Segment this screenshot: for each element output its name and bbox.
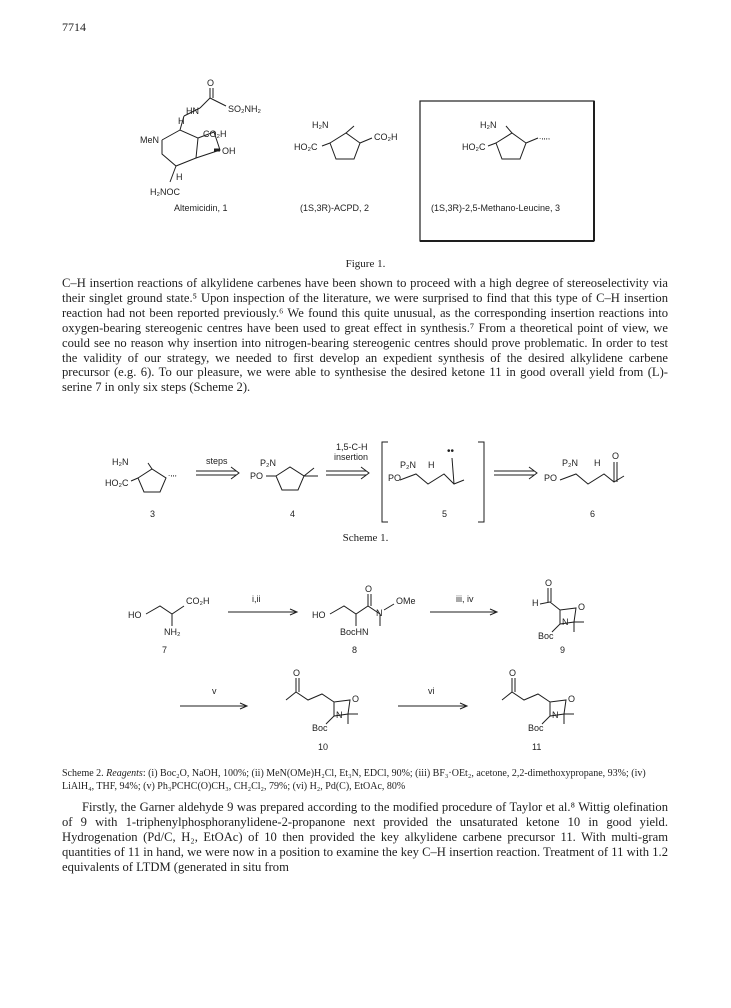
s2-step-3: vi (428, 686, 435, 696)
scheme1-arrow-2 (326, 467, 369, 479)
svg-text:••: •• (447, 446, 455, 457)
scheme1-c6-label-1: H (594, 458, 601, 468)
scheme-2-caption-reagents-label: Reagents (106, 768, 143, 779)
scheme1-c6-number: 6 (590, 509, 596, 519)
altemicidin-label-3: SO₂NH₂ (228, 104, 261, 114)
s2-c11-label-1: O (568, 694, 576, 704)
s2-c11-number: 11 (532, 742, 542, 752)
scheme1-c3-label-1: HO₂C (105, 478, 129, 488)
methano-leucine-label-0: H₂N (480, 120, 497, 130)
s2-c8-number: 8 (352, 645, 358, 655)
scheme-2-caption-title: Scheme 2. (62, 768, 104, 779)
highlight-box (420, 101, 594, 241)
methano-leucine-name: (1S,3R)-2,5-Methano-Leucine, 3 (431, 203, 561, 213)
scheme1-arrow2-label-2: insertion (334, 452, 369, 462)
s2-c10-label-2: N (336, 710, 343, 720)
acpd-label-0: H₂N (312, 120, 329, 130)
svg-text:.,,,: .,,, (168, 469, 177, 478)
s2-c11-label-3: Boc (528, 723, 544, 733)
scheme-2-caption-body: : (i) Boc₂O, NaOH, 100%; (ii) MeN(OMe)H₂Cl, Et₃N, EDCl, 90%; (iii) BF₃·OEt₂, acetone, 2,2-dimethoxypropane, 93%; (iv) LiAlH₄, THF, 94%; (v) Ph₃PCHC(O)CH₃, CH₂Cl₂, 79%; (vi) H₂, Pd(C), EtOAc, 80% (62, 768, 646, 792)
scheme-2 (0, 560, 731, 800)
scheme1-arrow1-label: steps (206, 456, 228, 466)
paragraph-2-text: Firstly, the Garner aldehyde 9 was prepared according to the modified procedure of Taylor et al.⁸ Wittig olefination of 9 with 1-triphenylphosphoranylidene-2-propanone next provided the unsaturated ketone 10 in good yield. Hydrogenation (Pd/C, H₂, EtOAc) of 10 then provided the key alkylidene carbene precursor 11. With multi-gram quantities of 11 in hand, we were now in a position to examine the key C–H insertion reaction. Treatment of 11 with 1.2 equivalents of LTDM (generated in situ from (62, 800, 668, 874)
altemicidin-label-1: HN (186, 106, 199, 116)
paragraph-1 (62, 276, 668, 395)
structure-acpd (322, 126, 372, 159)
scheme1-c4-number: 4 (290, 509, 296, 519)
s2-arrow-2 (430, 609, 497, 615)
s2-c7-number: 7 (162, 645, 168, 655)
acpd-name: (1S,3R)-ACPD, 2 (300, 203, 370, 213)
figure-1-caption: Figure 1. (345, 258, 386, 270)
s2-c8-label-3: N (376, 608, 383, 618)
altemicidin-label-2: H (178, 116, 185, 126)
s2-c9-label-3: N (562, 617, 569, 627)
scheme1-c6-label-0: P₂N (562, 458, 578, 468)
altemicidin-label-7: H (176, 172, 183, 182)
s2-c9-label-4: Boc (538, 631, 554, 641)
scheme1-c5-label-2: PO (388, 473, 402, 483)
s2-c8-label-2: OMe (396, 596, 416, 606)
altemicidin-label-0: O (207, 78, 215, 88)
scheme1-arrow2-label-1: 1,5-C-H (336, 442, 368, 452)
s2-c10-label-1: O (352, 694, 360, 704)
scheme-2-caption (62, 768, 668, 793)
scheme1-c6-label-3: PO (544, 473, 558, 483)
scheme-1-caption: Scheme 1. (342, 532, 389, 544)
altemicidin-name: Altemicidin, 1 (174, 203, 228, 213)
scheme1-c5-label-0: P₂N (400, 460, 416, 470)
paragraph-2 (62, 800, 668, 875)
s2-c9-label-2: O (578, 602, 586, 612)
s2-c11-label-0: O (509, 668, 517, 678)
methyl-hash-mark: .,,,, (539, 132, 551, 141)
altemicidin-label-5: CO₂H (203, 129, 227, 139)
s2-c7-label-2: NH₂ (164, 627, 181, 637)
altemicidin-label-6: OH (222, 146, 236, 156)
paragraph-1-text: C–H insertion reactions of alkylidene carbenes have been shown to proceed with a high degree of stereoselectivity via their singlet ground state.⁵ Upon inspection of the literature, we were surprised to find that this type of C–H insertion reaction had not been reported previously.⁶ We found this quite unusual, as the corresponding insertion reactions into oxygen-bearing stereogenic centres have been used to great effect in synthesis.⁷ From a theoretical point of view, we could see no reason why insertion into nitrogen-bearing stereogenic centres should prove problematic. In order to test the validity of our strategy, we needed to first develop an expedient synthesis of the desired alkylidene carbene precursor (e.g. 6). To our pleasure, we were able to synthesise the desired ketone 11 in good overall yield from (L)-serine 7 in only six steps (Scheme 2). (62, 276, 668, 395)
scheme1-c3-label-0: H₂N (112, 457, 129, 467)
altemicidin-label-8: H₂NOC (150, 187, 180, 197)
s2-c10-number: 10 (318, 742, 329, 752)
s2-c9-number: 9 (560, 645, 566, 655)
s2-arrow-3 (180, 703, 247, 709)
scheme1-c4-label-1: PO (250, 471, 264, 481)
s2-c8-label-4: BocHN (340, 627, 369, 637)
s2-step-0: i,ii (252, 594, 261, 604)
scheme1-arrow-1 (196, 467, 239, 479)
s2-c7-label-0: CO₂H (186, 596, 210, 606)
scheme1-c5-label-1: H (428, 460, 435, 470)
s2-c10-label-0: O (293, 668, 301, 678)
altemicidin-label-4: MeN (140, 135, 160, 145)
s2-c8-label-1: HO (312, 610, 326, 620)
scheme1-c5-number: 5 (442, 509, 448, 519)
s2-c9-label-0: O (545, 578, 553, 588)
methano-leucine-label-1: HO₂C (462, 142, 486, 152)
s2-step-1: iii, iv (456, 594, 474, 604)
scheme1-c4-label-0: P₂N (260, 458, 276, 468)
scheme1-c6-label-2: O (612, 451, 620, 461)
scheme1-c3-number: 3 (150, 509, 156, 519)
s2-c7-label-1: HO (128, 610, 142, 620)
figure-1 (0, 0, 731, 262)
s2-c10-label-3: Boc (312, 723, 328, 733)
s2-step-2: v (212, 686, 217, 696)
s2-c8-label-0: O (365, 584, 373, 594)
s2-arrow-4 (398, 703, 467, 709)
acpd-label-2: HO₂C (294, 142, 318, 152)
acpd-label-1: CO₂H (374, 132, 398, 142)
s2-c9-label-1: H (532, 598, 539, 608)
structure-methano-leucine (488, 126, 538, 159)
s2-arrow-1 (228, 609, 297, 615)
page-number: 7714 (62, 20, 86, 34)
scheme1-arrow-3 (494, 467, 537, 479)
s2-c11-label-2: N (552, 710, 559, 720)
